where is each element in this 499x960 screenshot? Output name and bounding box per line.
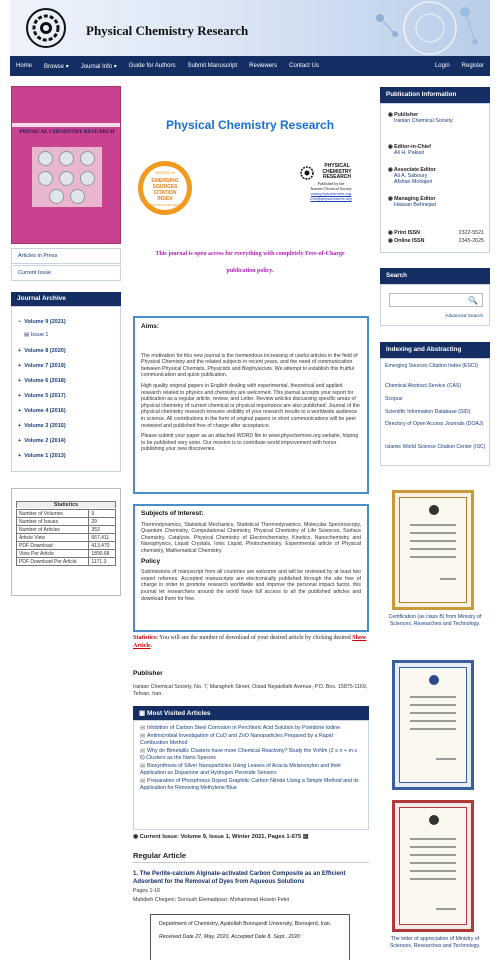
show-article-link[interactable]: Show Article (133, 635, 367, 649)
certificate-line (410, 862, 456, 864)
bullet-icon: ◉ (388, 230, 395, 236)
cover-dish (38, 151, 53, 166)
list-item[interactable] (140, 733, 362, 747)
indexing-link[interactable]: Islamic World Science Citation Center (ISC) (385, 444, 486, 450)
article-authors: Mahdieh Chegeni; Soroush Elemadpour; Mohammad Hosein Fekri (133, 897, 290, 903)
document-icon[interactable]: ▤ (302, 834, 309, 840)
current-issue-text: Current Issue: Volume 9, Issue 1, Winter 2021, Pages 1-675 (139, 834, 302, 840)
certificate-inner (399, 807, 467, 925)
badge-line: PHYSICAL (324, 163, 350, 169)
statistics-table (16, 509, 116, 566)
plus-icon[interactable]: + (18, 453, 22, 459)
journal-cover-image[interactable] (11, 86, 121, 244)
articles-in-press-link[interactable]: Articles in Press (11, 248, 121, 264)
certificate-line (410, 696, 456, 698)
certificate-line (410, 878, 456, 880)
nav-contact-us[interactable]: Contact Us (289, 63, 319, 69)
esci-text: SOURCES (152, 184, 178, 190)
aims-box (133, 316, 369, 494)
stat-label: Number of Volumes (17, 510, 89, 518)
managing-editor-info (388, 196, 436, 208)
cover-dish (80, 171, 95, 186)
logo-gear-icon (300, 166, 314, 180)
most-visited-link[interactable]: Preparation of Phosphorus Doped Graphitic Carbon Nitride Using a Simple Method and its Application for Removing Methylene Blue (140, 778, 359, 791)
open-access-line: This journal is open access for everything with completely Free-of-Charge (155, 251, 345, 257)
search-header: Search (380, 268, 490, 284)
plus-icon[interactable]: + (18, 438, 22, 444)
online-issn-value: 2345-2625 (458, 238, 484, 244)
website-link[interactable]: www.physchemres.org (310, 190, 352, 196)
managing-value[interactable]: Hassan Behnejad (394, 202, 436, 208)
publisher-badge (300, 164, 362, 216)
book-icon: ▤ (24, 332, 31, 338)
esci-text: INDEX (157, 196, 173, 202)
certificate-line (440, 578, 456, 580)
aims-paragraph: Please submit your paper as an attached WORD file to www.physchemres.org website, hoping to be published very soon. Our mission is to contribute world improvement with honor publishing your new discoveries. (141, 433, 359, 453)
issue-item[interactable] (24, 332, 48, 338)
nav-register[interactable]: Register (461, 63, 484, 69)
certificate-inner (399, 497, 467, 603)
nav-browse-label: Browse (44, 63, 65, 70)
document-icon: ▤ (140, 725, 146, 731)
search-box (380, 284, 490, 326)
stat-value: 1171.3 (89, 558, 116, 566)
main-navbar (10, 56, 490, 76)
certificate-line (410, 720, 456, 722)
nav-guide-for-authors[interactable]: Guide for Authors (128, 63, 176, 69)
volume-label: Volume 9 (2021) (24, 319, 66, 325)
chevron-down-icon: ▾ (65, 63, 69, 70)
volume-label: Volume 2 (2014) (24, 438, 66, 444)
logo-gear-icon[interactable] (24, 6, 68, 50)
eic-value[interactable]: Ali H. Pakiari (394, 150, 425, 156)
table-row (17, 558, 116, 566)
bullet-icon: ◉ (388, 112, 395, 118)
chevron-down-icon: ▾ (113, 63, 117, 70)
certificate-caption: The letter of appreciation of Ministry of Sciences, Researches and Technology. (389, 936, 481, 949)
volume-label: Volume 5 (2017) (24, 393, 66, 399)
plus-icon[interactable]: + (18, 408, 22, 414)
esci-text: EMERGING (151, 178, 179, 184)
most-visited-link[interactable]: Why do Bimetallic Clusters have more Chemical Reactivity? Study the VnNm (2 ≤ n + m ≤ 6) Clusters as the Nano Species (140, 748, 358, 761)
online-issn (388, 238, 484, 244)
table-row (17, 542, 116, 550)
publisher-address: Iranian Chemical Society, No. 7, Maragheh Street, Ostad Nejatollahi Avenue, P.O. Box. 15875-1169, Tehran, Iran. (133, 684, 368, 697)
table-row (17, 526, 116, 534)
regular-article-heading: Regular Article (133, 851, 187, 860)
esci-text: INDEXED IN (154, 171, 176, 175)
certificate-line (410, 532, 456, 534)
plus-icon[interactable]: + (18, 423, 22, 429)
document-icon: ▤ (140, 748, 146, 754)
article-title-link[interactable]: 1. The Perlite-calcium Alginate-activated Carbon Composite as an Efficient Adsorbent for the Removal of Dyes from Aqueous Solutions (133, 871, 346, 885)
open-access-line: publication policy. (226, 268, 274, 274)
email-link[interactable]: info@physchemres.org (310, 195, 352, 201)
assoc-value[interactable]: Ali A. Saboury (394, 173, 428, 179)
subjects-title: Subjects of Interest: (141, 510, 204, 517)
aims-paragraph: The motivation for this new journal is the tremendous increasing of useful articles in the field of Physical Chemistry and the related subjects in recent years, and the need of communication between Physical Chemists, Physicists and Biophysicists. We attempt to establish this fruitful communication and quick publication. (141, 352, 358, 379)
document-icon: ▤ (140, 733, 146, 739)
certificate-line (410, 540, 456, 542)
nav-journal-info[interactable] (75, 63, 123, 70)
publication-information-box (380, 103, 490, 253)
statistics-title: Statistics (16, 501, 116, 508)
volume-item[interactable] (18, 348, 66, 354)
bullet-icon: ◉ (388, 167, 394, 173)
publication-information-header: Publication Information (380, 87, 490, 103)
table-row (17, 534, 116, 542)
certificate-line (410, 846, 456, 848)
volume-item[interactable] (18, 438, 66, 444)
emblem-icon (428, 504, 440, 516)
print-issn-value: 2322-5521 (458, 230, 484, 236)
bullet-icon: ◉ (388, 144, 395, 150)
aims-paragraph: High quality original papers in English dealing with experimental, theoretical and applied research related to physics and chemistry are welcomed. This journal accepts your report for publication as a regular article, review, and Letter. Review articles discussing specific areas of physical chemistry of current chemical or physical importance are also published. Journal of the physical chemistry research ensures visibility of your research results to a worldwide audience in science. All contributions in the form of original papers or short communications will be peer reviewed and published free of charge after acceptance. (141, 382, 360, 429)
current-issue-link[interactable]: Current Issue (11, 265, 121, 281)
certificate-line (436, 908, 456, 910)
header-decoration (260, 0, 490, 56)
eic-label-text: Editor-in-Chief (394, 144, 431, 150)
nav-reviewers[interactable]: Reviewers (249, 63, 278, 69)
stat-label: Number of Issues (17, 518, 89, 526)
search-input[interactable] (389, 293, 483, 307)
most-visited-title: Most Visited Articles (146, 710, 211, 717)
most-visited-link[interactable]: Antimicrobial Investigation of CuO and ZnO Nanoparticles Prepared by a Rapid Combustion Method (140, 733, 333, 746)
certificate-line (410, 548, 456, 550)
certificate-line (410, 712, 456, 714)
stat-label: Article View (17, 534, 89, 542)
volume-label: Volume 8 (2020) (24, 348, 66, 354)
badge-line: Iranian Chemical Society (310, 185, 352, 191)
print-issn-label-text: Print ISSN (394, 230, 420, 236)
print-issn-label (388, 230, 420, 236)
list-item[interactable] (140, 725, 362, 732)
associate-editor-info (388, 167, 436, 185)
volume-item[interactable] (18, 393, 66, 399)
statistics-note-text: You will see the number of download of your desired article by clicking desired (158, 635, 353, 641)
nav-journal-info-label: Journal Info (80, 63, 113, 70)
indexing-link[interactable]: Directory of Open Access Journals (DOAJ) (385, 421, 484, 427)
volume-label: Volume 3 (2015) (24, 423, 66, 429)
certificate-line (410, 870, 456, 872)
indexing-link[interactable]: Emerging Sources Citation Index (ESCI) (385, 363, 478, 369)
volume-label: Volume 4 (2016) (24, 408, 66, 414)
certificate-line (410, 524, 456, 526)
list-item[interactable] (140, 763, 362, 777)
volume-item[interactable] (18, 363, 66, 369)
advanced-search-link[interactable]: Advanced Search (445, 314, 483, 319)
statistics-note-end: . (150, 643, 153, 649)
volume-item[interactable] (18, 378, 66, 384)
indexing-list (380, 358, 490, 466)
volume-item[interactable] (18, 408, 66, 414)
stat-value: 353 (89, 526, 116, 534)
cover-dish (80, 151, 95, 166)
most-visited-header (133, 706, 369, 720)
stat-value: 9 (89, 510, 116, 518)
search-icon[interactable]: 🔍 (468, 296, 478, 305)
certificate-line (410, 728, 456, 730)
policy-title: Policy (141, 557, 161, 565)
print-issn (388, 230, 484, 236)
cover-dish (59, 171, 74, 186)
issue-label: Issue 1 (30, 332, 49, 338)
nav-browse[interactable] (38, 63, 75, 70)
plus-icon[interactable]: + (18, 363, 22, 369)
statistics-box (11, 488, 121, 596)
most-visited-link[interactable]: Biosynthesis of Silver Nanoparticles Using Leaves of Acacia Melanoxylon and their Application as Dopamine and Hydrogen Peroxide Sensors (140, 763, 342, 776)
certificate-caption: Certification (as class B) from Ministry of Sciences, Researches and Technology. (388, 614, 482, 627)
most-visited-list (133, 720, 369, 830)
plus-icon[interactable]: + (18, 348, 22, 354)
plus-icon[interactable]: + (18, 393, 22, 399)
indexing-link[interactable]: Scopus (385, 396, 403, 402)
esci-text: CITATION (153, 190, 177, 196)
most-visited-link[interactable]: Inhibition of Carbon Steel Corrosion in Perchloric Acid Solution by Povidone Iodine (147, 725, 341, 731)
minus-icon[interactable]: − (18, 319, 22, 325)
certificate-line (410, 838, 456, 840)
badge-line: RESEARCH (322, 174, 352, 180)
stat-label: PDF Download Per Article (17, 558, 89, 566)
journal-archive-header: Journal Archive (11, 292, 121, 306)
esci-badge-icon[interactable] (137, 160, 193, 216)
cover-dish (70, 189, 85, 204)
stat-value: 667,411 (89, 534, 116, 542)
assoc-label-text: Associate Editor (393, 167, 436, 173)
article-pages: Pages 1-16 (133, 888, 161, 894)
stat-label: Number of Articles (17, 526, 89, 534)
affiliation-text: Department of Chemistry, Ayatollah Boroujerdi University, Boroujerd, Iran. (159, 921, 332, 927)
stat-label: PDF Download (17, 542, 89, 550)
publisher-info (388, 112, 453, 124)
certificate-line (410, 854, 456, 856)
page-title: Physical Chemistry Research (165, 118, 335, 132)
volume-item[interactable] (18, 319, 66, 325)
document-icon: ▣ (139, 710, 147, 717)
volume-label: Volume 6 (2018) (24, 378, 66, 384)
volume-label: Volume 1 (2013) (24, 453, 66, 459)
statistics-note-label: Statistics: (133, 635, 158, 641)
list-item[interactable] (140, 748, 362, 762)
bullet-icon: ◉ (133, 834, 140, 840)
certificate-image[interactable] (392, 800, 474, 932)
badge-line: Published by the (317, 180, 345, 186)
publisher-value[interactable]: Iranian Chemical Society (394, 118, 453, 124)
indexing-link[interactable]: Scientific Information Database (SID) (385, 409, 471, 415)
emblem-icon (428, 674, 440, 686)
current-issue-line[interactable] (133, 834, 308, 840)
list-item[interactable] (140, 778, 362, 792)
policy-text: Submissions of manuscript from all countries are welcome and will be reviewed by at least two expert referees. Accepted manuscripts are electronically published through the site free of charge in order to promote research worldwide and improve the personal impact factor, this journal let researchers around the world have full access to all the published articles and download them for free. (141, 569, 361, 602)
certificate-inner (399, 667, 467, 783)
stat-value: 1890.68 (89, 550, 116, 558)
certificate-image[interactable] (392, 490, 474, 610)
subjects-box (133, 504, 369, 632)
esci-text: THOMSON REUTERS (149, 203, 181, 207)
volume-label: Volume 7 (2019) (24, 363, 66, 369)
cover-dish (49, 189, 64, 204)
cover-dish (59, 151, 74, 166)
bullet-icon: ◉ (388, 238, 395, 244)
site-title[interactable]: Physical Chemistry Research (86, 23, 249, 38)
plus-icon[interactable]: + (18, 378, 22, 384)
article-dates: Received Date 27, May, 2020, Accepted Date 8, Sept., 2020 (159, 934, 301, 940)
nav-submit-manuscript[interactable]: Submit Manuscript (187, 63, 238, 69)
online-issn-label-text: Online ISSN (394, 238, 425, 244)
table-row (17, 510, 116, 518)
open-access-notice (130, 246, 370, 280)
nav-login[interactable]: Login (434, 63, 450, 69)
certificate-line (410, 556, 456, 558)
assoc-value[interactable]: Afshan Mohajeri (394, 179, 433, 185)
volume-item[interactable] (18, 453, 66, 459)
indexing-header: Indexing and Abstracting (380, 342, 490, 358)
editor-in-chief-info (388, 144, 431, 156)
badge-line: CHEMISTRY (322, 168, 352, 175)
cover-panel (32, 147, 102, 207)
certificate-line (410, 704, 456, 706)
statistics-note (133, 634, 373, 650)
divider (133, 862, 369, 863)
stat-label: View Per Article (17, 550, 89, 558)
table-row (17, 518, 116, 526)
site-header (10, 0, 490, 56)
document-icon: ▤ (140, 763, 146, 769)
publisher-heading: Publisher (133, 670, 163, 677)
aims-title: Aims: (141, 323, 160, 330)
indexing-link[interactable]: Chemical Abstract Service (CAS) (385, 383, 462, 389)
cover-dish (38, 171, 53, 186)
emblem-icon (428, 814, 440, 826)
subjects-text: Thermodynamics, Statistical Mechanics, Statistical Thermodynamics, Molecular Spectroscopy, Quantum Chemistry, Computational Chemistry, Physical Chemistry of Life Sciences, Surface Chemistry, Catalysis, Physical Chemistry of Electrochemistry, Kinetics, Nanochemistry and Nanophysics, Liquid Crystals, Ionic Liquid, Photochemistry, Experimental article of Physical chemistry, Mathematical Chemistry. (141, 521, 361, 554)
table-row (17, 550, 116, 558)
document-icon: ▤ (140, 778, 146, 784)
publisher-label-text: Publisher (394, 112, 419, 118)
stat-value: 413,470 (89, 542, 116, 550)
nav-account (429, 63, 490, 69)
journal-archive-list (11, 306, 121, 472)
volume-item[interactable] (18, 423, 66, 429)
certificate-line (436, 758, 456, 760)
nav-home[interactable]: Home (16, 63, 33, 69)
online-issn-label (388, 238, 424, 244)
managing-label-text: Managing Editor (394, 196, 436, 202)
bullet-icon: ◉ (388, 196, 395, 202)
cover-title: PHYSICAL CHEMISTRY RESEARCH (19, 129, 115, 135)
cover-stripe (12, 123, 121, 127)
stat-value: 29 (89, 518, 116, 526)
certificate-image[interactable] (392, 660, 474, 790)
article-affiliation-box (150, 914, 350, 960)
